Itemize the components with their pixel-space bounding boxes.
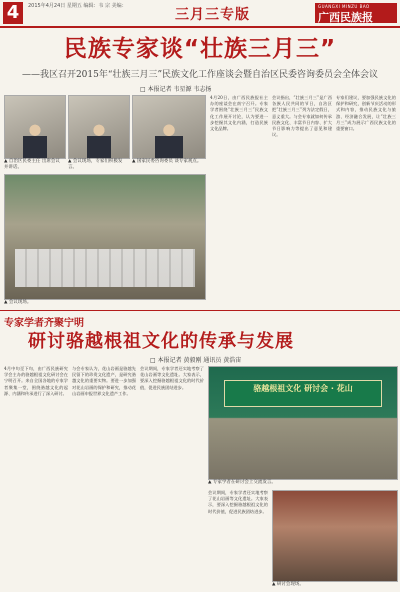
meeting-tables bbox=[15, 249, 195, 286]
caption-1: ▲ 自治区民委主任 出席会议并讲话。 bbox=[4, 159, 60, 170]
person-figure bbox=[87, 121, 111, 158]
section-divider bbox=[0, 310, 400, 311]
article1-column-2: 会议指出，“壮族三月三”是广西各族人民共同的节日，自治区把“壮族三月三”列为法定假日，意义重大。与会专家就如何传承民族文化、丰富节日内容、扩大节日影响力等提出了意见和建议。 bbox=[272, 95, 332, 138]
caption-5: ▲ 专家学者在研讨会上交流发言。 bbox=[208, 480, 276, 485]
photo-speaker-1 bbox=[4, 95, 66, 159]
stage-banner: 骆越根祖文化 研讨会 · 花山 bbox=[224, 380, 382, 407]
article2-kicker: 专家学者齐聚宁明 bbox=[4, 318, 84, 329]
page-header bbox=[0, 0, 400, 28]
article2-column-2: 与会专家认为，花山岩画是骆越先民留下的珍贵文化遗产，是研究骆越文化的重要实物。要进一步加强对花山岩画的保护和研究，推动花山岩画申报世界文化遗产工作。 bbox=[72, 366, 136, 396]
header-rule bbox=[0, 26, 400, 28]
photo-meeting bbox=[4, 174, 206, 300]
page-number: 4 bbox=[3, 2, 23, 24]
person-figure bbox=[23, 121, 47, 158]
article2-column-4: 会议期间，专家学者还实地考察了花山岩画等文化遗址。大家表示，要深入挖掘骆越根祖文化的时代价值，促进民族团结进步。 bbox=[208, 490, 268, 514]
article2-byline: □ 本报记者 黄毅刚 通讯员 黄浩宙 bbox=[150, 357, 242, 364]
photo-stage bbox=[208, 366, 398, 480]
section-tag: 三月三专版 bbox=[175, 7, 250, 23]
article2-headline: 研讨骆越根祖文化的传承与发展 bbox=[28, 331, 294, 352]
masthead-english: GUANGXI MINZU BAO bbox=[318, 4, 370, 9]
person-figure bbox=[155, 121, 184, 158]
masthead-chinese: 广西民族报 bbox=[318, 11, 373, 24]
caption-4: ▲ 会议现场。 bbox=[4, 300, 32, 305]
main-subhead: ——我区召开2015年“壮族三月三”民族文化工作座谈会暨自治区民委咨询委员会全体会议 bbox=[21, 70, 379, 80]
caption-3: ▲ 国家民委咨询委员 谈专家观点。 bbox=[132, 159, 202, 164]
photo-speaker-2 bbox=[68, 95, 130, 159]
article2-column-1: 4月中旬至下旬，由广西民族研究学会主办的骆越根祖文化研讨会在宁明召开。来自全国各地的专家学者聚集一堂，围绕骆越文化的起源、内涵和传承进行了深入研讨。 bbox=[4, 366, 68, 396]
masthead bbox=[315, 3, 397, 23]
article2-column-3: 会议期间，专家学者还实地考察了花山岩画等文化遗址。大家表示，要深入挖掘骆越根祖文化的时代价值，促进民族团结进步。 bbox=[140, 366, 204, 390]
article1-column-1: 4月20日，由广西民族报社主办的座谈会在南宁召开。专家学者围绕“壮族三月三”民族文化工作展开讨论，认为要进一步挖掘其文化内涵，打造民族文化品牌。 bbox=[210, 95, 268, 132]
photo-audience bbox=[272, 490, 398, 582]
caption-2: ▲ 会议现场，专家们积极发言。 bbox=[68, 159, 123, 170]
caption-6: ▲ 研讨会现场。 bbox=[272, 582, 304, 587]
date-line: 2015年4月24日 星期五 编辑：韦 宗 美编： bbox=[28, 3, 127, 9]
article1-column-3: 专家们建议，要加强民族文化的保护和研究，创新节庆活动的形式和内容，推动民族文化与旅游、经济融合发展，让“壮族三月三”成为展示广西民族文化的重要窗口。 bbox=[336, 95, 396, 132]
photo-speaker-3 bbox=[132, 95, 206, 159]
article1-byline: □ 本报记者 韦星源 韦志扬 bbox=[140, 86, 212, 93]
main-headline: 民族专家谈“壮族三月三” bbox=[63, 36, 337, 62]
